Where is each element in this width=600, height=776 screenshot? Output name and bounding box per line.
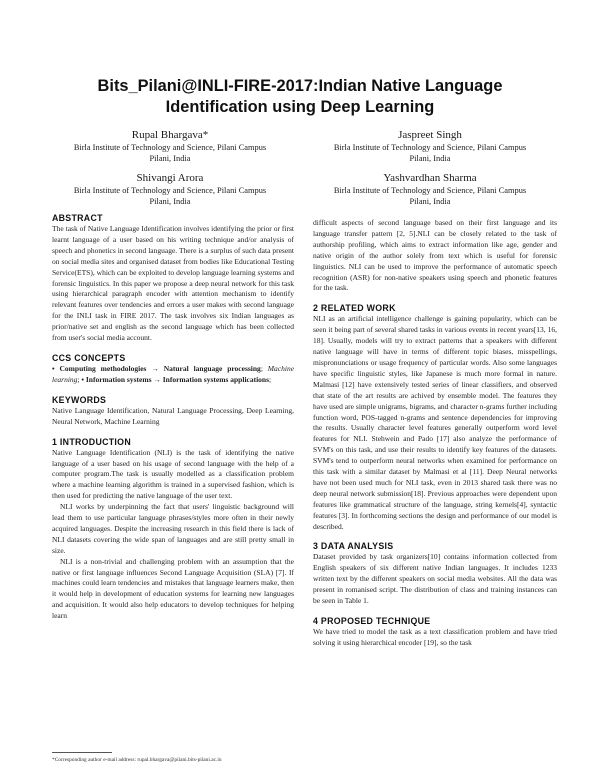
arrow-glyph: → xyxy=(153,374,161,384)
title-line-2: Identification using Deep Learning xyxy=(165,98,435,116)
right-column xyxy=(313,218,557,649)
abstract-heading: ABSTRACT xyxy=(52,213,103,223)
related-work-text: NLI as an artificial intelligence challenge is gaining popularity, which can be seen it being part of several shared tasks in various events in recent years[13, 16, 18]. Usually, models will try to extract patterns that a speakers with different native language will have in terms of different topic biases, misspellings, mispronunciations or usage frequency of particular words. Also some languages have specific linguistic styles, like Japanese is much more formal in nature. Malmasi [12] have extensively tested series of linear classifiers, and observed that state of the art results are achived by ensemble model. The features they have used are simple unigrams, bigrams, and character n-grams further including function word, POS-tagged n-grams and sentence dependencies for improving the results. Usually character level features generally outperform word level features for NLI. Stehwein and Pado [17] also analyze the performance of SVM's on this task, and use their results to identify key features of the datasets. SVM's tend to outperform neural networks when examined for performance on this task with a similar dataset by Malmasi et al [11]. Deep Neural networks have not been used much for NLI task, even in 2013 shared task there was no deep neural network submission[18]. Previous approaches were dependent upon features like grammatical structure of the language, string kernels[4], syntactic features [3]. In forthcoming sections the design and performance of our model is described. xyxy=(313,314,557,531)
author-name: Yashvardhan Sharma xyxy=(383,172,477,184)
title-line-1: Bits_Pilani@INLI-FIRE-2017:Indian Native Language xyxy=(97,77,503,95)
author-location: Pilani, India xyxy=(149,197,191,206)
introduction-continued: difficult aspects of second language based on their first language and its language transfer pattern [2, 5].NLI can be closely related to the task of authorship profiling, which aims to extract information like age, gender and native origin of the author solely from text which is useful for forensic linguistics. NLI can be used to improve the performance of automatic speech recognition (ASR) for non-native speakers using speech and phonetic features for the task. xyxy=(313,218,557,293)
author-location: Pilani, India xyxy=(149,154,191,163)
author-block xyxy=(40,171,300,207)
data-analysis-text: Dataset provided by task organizers[10] contains information collected from English speakers of six different native Indian languages. It includes 1233 written text by the different speakers on social media websites. All the data was present in romanised script. The distribution of class and training instances can be seen in Table 1. xyxy=(313,552,557,606)
ccs-heading: CCS CONCEPTS xyxy=(52,352,126,363)
proposed-technique-heading: 4 PROPOSED TECHNIQUE xyxy=(313,616,431,626)
author-affiliation: Birla Institute of Technology and Science, Pilani Campus xyxy=(333,143,527,152)
ccs-concepts: • Computing methodologies → Natural language processing; Machine learning; • Information systems → Information systems applications; xyxy=(52,363,295,384)
ccs-concept-1: Natural language processing xyxy=(163,363,261,373)
introduction-heading: 1 INTRODUCTION xyxy=(52,436,131,447)
author-affiliation: Birla Institute of Technology and Science, Pilani Campus xyxy=(73,186,267,195)
author-block xyxy=(300,128,560,164)
ccs-bullet-1: • Computing methodologies xyxy=(52,363,147,373)
author-name: Rupal Bhargava* xyxy=(131,129,209,141)
ccs-concept-2: Machine learning xyxy=(52,363,295,384)
keywords-text: Native Language Identification, Natural Language Processing, Deep Learning, Neural Network, Machine Learning xyxy=(52,405,294,426)
proposed-technique-text: We have tried to model the task as a text classification problem and have tried solving it using hierarchical encoder [19], so the task xyxy=(313,627,557,647)
author-name: Jaspreet Singh xyxy=(398,129,462,141)
author-block xyxy=(300,171,560,207)
introduction-paragraph: NLI is a non-trivial and challenging problem with an assumption that the native or first language influences Second Language Acquisition (SLA) [7]. If machines could learn tendencies and mistakes that language learners make, then it would help in development of education systems for learning new languages and acquisition. It would also help educators to develop techniques for helping learn xyxy=(52,556,294,621)
author-location: Pilani, India xyxy=(409,154,451,163)
arrow-glyph: → xyxy=(151,363,159,373)
introduction-paragraph: NLI works by underpinning the fact that users' linguistic background will lead them to use particular language phrases/styles more often in their newly acquired languages. Despite the increasing research in this field there is lack of NLI datasets covering the wide span of languages and are still pretty small in size. xyxy=(52,502,294,555)
author-location: Pilani, India xyxy=(409,197,451,206)
data-analysis-heading: 3 DATA ANALYSIS xyxy=(313,541,394,552)
footnote: *Corresponding author e-mail address: rupal.bhargava@pilani.bits-pilani.ac.in xyxy=(52,757,222,763)
author-name: Shivangi Arora xyxy=(136,172,204,184)
left-column xyxy=(52,212,294,622)
author-affiliation: Birla Institute of Technology and Science, Pilani Campus xyxy=(73,143,267,152)
paper-title xyxy=(40,76,560,118)
abstract-text: The task of Native Language Identification involves identifying the prior or first learnt language of a user based on his writing technique and/or analysis of speech and phonetics in second language. There is a surplus of such data present on social media sites and organised dataset from bodies like Educational Testing Service(ETS), which can be exploited to develop language learning systems and forensic linguistics. In this paper we propose a deep neural network for this task using hierarchical paragraph encoder with attention mechanism to identify relevant features over tendencies and errors a user makes with second language for the INLI task in FIRE 2017. The task involves six Indian languages as prior/native set and english as the second language which has been collected from user's social media account. xyxy=(52,224,294,343)
ccs-bullet-2: • Information systems xyxy=(81,374,152,384)
ccs-concept-3: Information systems applications xyxy=(162,374,270,384)
footnote-rule xyxy=(52,752,112,753)
keywords-heading: KEYWORDS xyxy=(52,394,107,405)
author-block xyxy=(40,128,300,164)
author-affiliation: Birla Institute of Technology and Science, Pilani Campus xyxy=(333,186,527,195)
introduction-paragraph: Native Language Identification (NLI) is the task of identifying the native language of a user based on his usage of second language with the help of a computer program.The task is usually modelled as a classification problem where a machine learning algorithm is trained in a supervised fashion, which is then used for predicting the native language of the user text. xyxy=(52,447,294,501)
related-work-heading: 2 RELATED WORK xyxy=(313,303,396,314)
